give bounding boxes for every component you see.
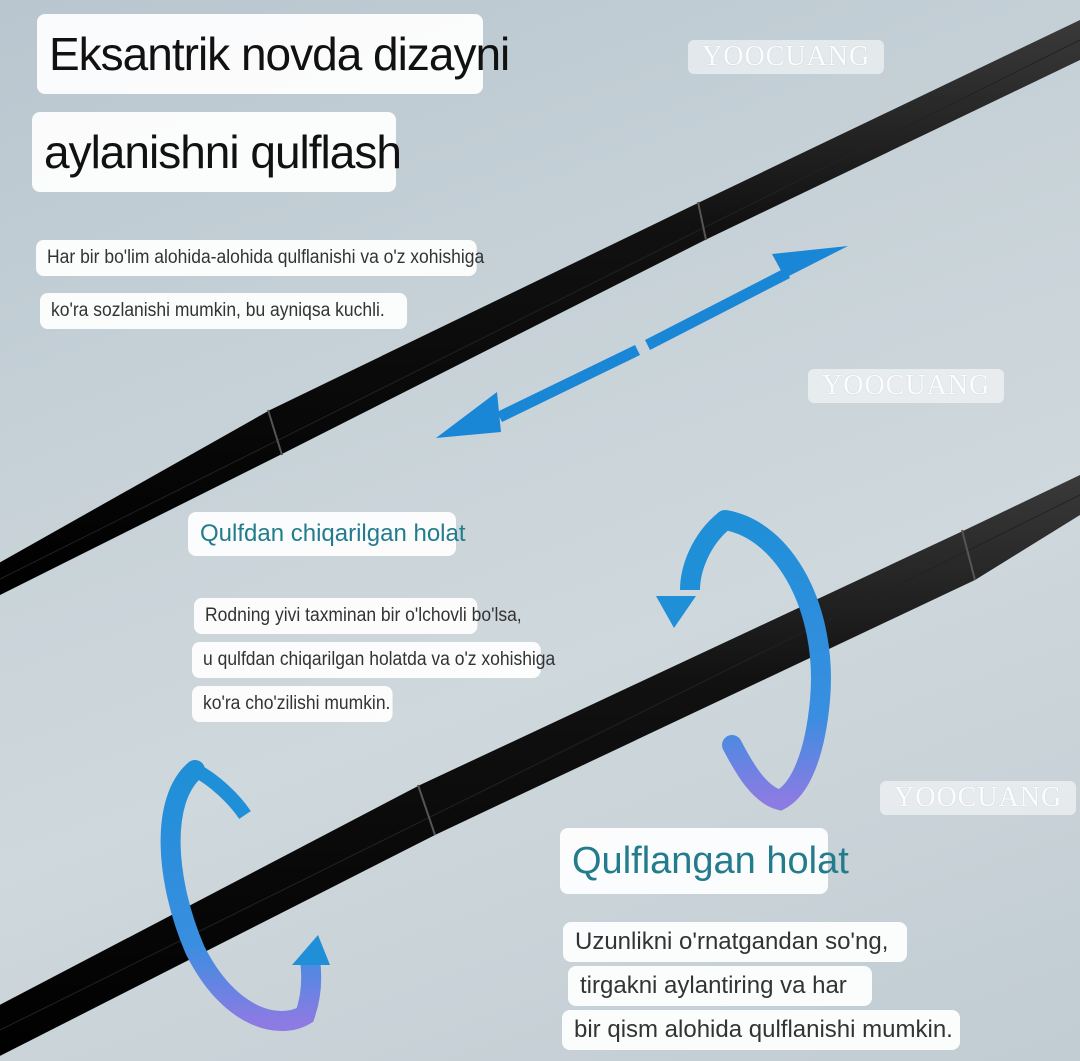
locked-line-3: bir qism alohida qulflanishi mumkin. [562, 1010, 960, 1050]
title-line-1: Eksantrik novda dizayni [37, 14, 483, 94]
watermark: YOOCUANG [880, 781, 1076, 815]
locked-line-1: Uzunlikni o'rnatgandan so'ng, [563, 922, 907, 962]
lower-rod [0, 475, 1080, 1061]
intro-line-1: Har bir bo'lim alohida-alohida qulflanishi va o'z xohishiga [36, 240, 477, 276]
locked-heading: Qulflangan holat [560, 828, 828, 894]
intro-line-2: ko'ra sozlanishi mumkin, bu ayniqsa kuchli. [40, 293, 407, 329]
unlocked-heading: Qulfdan chiqarilgan holat [188, 512, 456, 556]
unlocked-line-2: u qulfdan chiqarilgan holatda va o'z xohishiga [192, 642, 541, 678]
locked-line-2: tirgakni aylantiring va har [568, 966, 872, 1006]
unlocked-line-3: ko'ra cho'zilishi mumkin. [192, 686, 393, 722]
unlocked-line-1: Rodning yivi taxminan bir o'lchovli bo'lsa, [194, 598, 477, 634]
title-line-2: aylanishni qulflash [32, 112, 396, 192]
watermark: YOOCUANG [688, 40, 884, 74]
watermark: YOOCUANG [808, 369, 1004, 403]
